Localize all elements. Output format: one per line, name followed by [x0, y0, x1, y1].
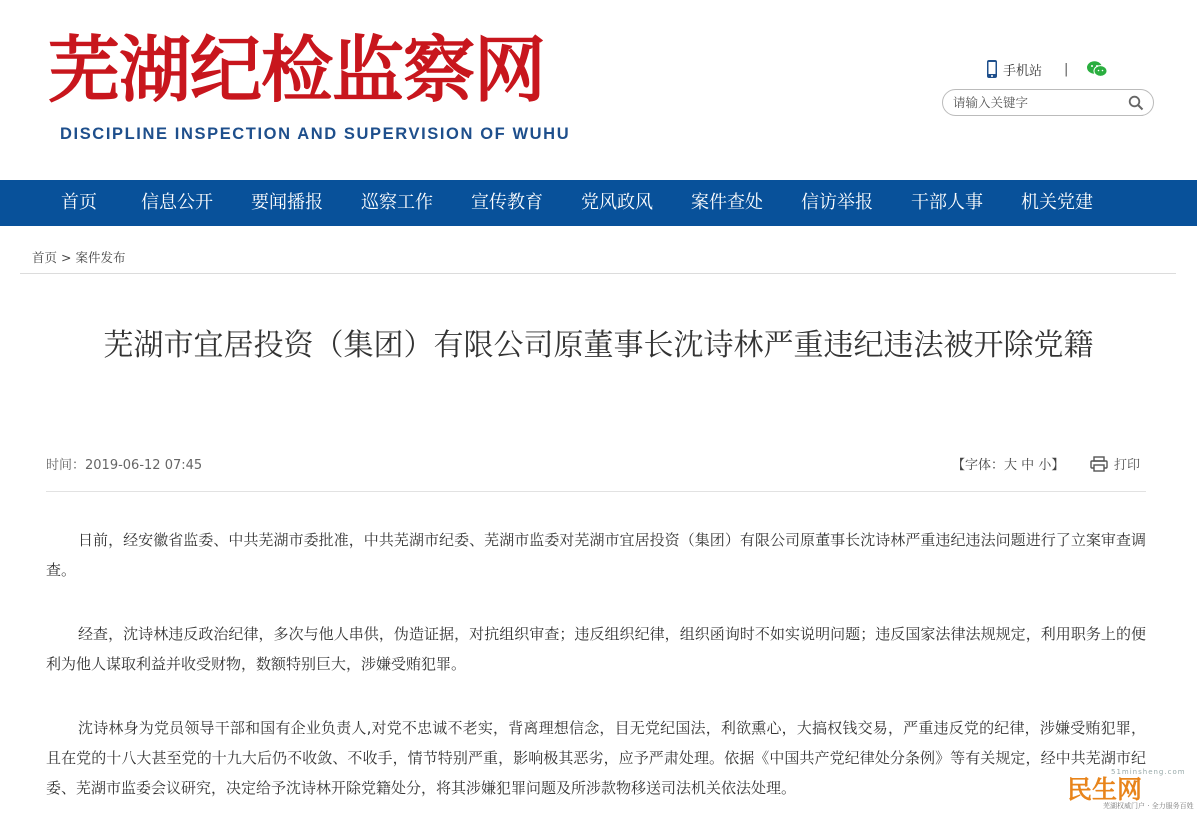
publish-time: [46, 454, 202, 473]
nav-item-publicity[interactable]: 宣传教育: [471, 192, 543, 213]
nav-item-cases[interactable]: 案件查处: [691, 192, 763, 213]
nav-item-inspection[interactable]: 巡察工作: [361, 192, 433, 213]
font-size-suffix: 】: [1051, 458, 1065, 473]
publish-time-value: 2019-06-12 07:45: [85, 458, 203, 473]
article-paragraph: 经查，沈诗林违反政治纪律，多次与他人串供，伪造证据，对抗组织审查；违反组织纪律，组织函询时不如实说明问题；违反国家法律法规规定，利用职务上的便利为他人谋取利益并收受财物，数额特别巨大，涉嫌受贿犯罪。: [46, 625, 1146, 673]
nav-item-conduct[interactable]: 党风政风: [581, 192, 653, 213]
breadcrumb-current-link[interactable]: 案件发布: [75, 250, 126, 265]
main-nav: [0, 180, 1197, 226]
mobile-phone-icon[interactable]: [984, 59, 1000, 79]
watermark-url: 51minsheng.com: [1111, 768, 1186, 776]
top-links: [984, 58, 1108, 80]
nav-item-info-disclosure[interactable]: 信息公开: [141, 192, 213, 213]
search-icon[interactable]: [1128, 95, 1144, 111]
breadcrumb: [32, 248, 125, 266]
article-title: 芜湖市宜居投资（集团）有限公司原董事长沈诗林严重违纪违法被开除党籍: [103, 328, 1094, 363]
minsheng-watermark: [1067, 768, 1197, 812]
site-logo[interactable]: 芜湖纪检监察网: [48, 27, 546, 112]
nav-item-petition[interactable]: 信访举报: [801, 192, 873, 213]
watermark-subtitle: 芜湖权威门户 · 全力服务百姓: [1103, 802, 1194, 810]
printer-icon: [1090, 456, 1108, 472]
nav-item-home[interactable]: 首页: [61, 192, 97, 213]
breadcrumb-divider: [20, 273, 1176, 274]
nav-item-personnel[interactable]: 干部人事: [911, 192, 983, 213]
nav-item-party-building[interactable]: 机关党建: [1021, 192, 1093, 213]
font-size-prefix: 【字体：: [952, 458, 1005, 473]
watermark-logo: 民生网: [1067, 775, 1143, 804]
font-size-small-button[interactable]: 小: [1038, 458, 1052, 473]
wechat-icon[interactable]: [1086, 60, 1108, 78]
top-links-separator: |: [1064, 61, 1069, 77]
font-size-medium-button[interactable]: 中: [1021, 458, 1035, 473]
site-logo-english: DISCIPLINE INSPECTION AND SUPERVISION OF WUHU: [60, 125, 571, 143]
article-body: [46, 525, 1146, 837]
meta-divider: [46, 491, 1146, 492]
breadcrumb-separator: >: [61, 250, 72, 265]
publish-time-label: 时间：: [46, 458, 86, 473]
article-paragraph: 沈诗林身为党员领导干部和国有企业负责人,对党不忠诚不老实，背离理想信念，目无党纪国法，利欲熏心，大搞权钱交易，严重违反党的纪律，涉嫌受贿犯罪，且在党的十八大甚至党的十九大后仍不收敛、不收手，情节特别严重，影响极其恶劣，应予严肃处理。依据《中国共产党纪律处分条例》等有关规定，经中共芜湖市纪委、芜湖市监委会议研究，决定给予沈诗林开除党籍处分，将其涉嫌犯罪问题及所涉款物移送司法机关依法处理。: [46, 719, 1146, 797]
font-size-large-button[interactable]: 大: [1004, 458, 1018, 473]
search-box: [942, 89, 1154, 116]
nav-item-news[interactable]: 要闻播报: [251, 192, 323, 213]
breadcrumb-home-link[interactable]: 首页: [32, 250, 58, 265]
mobile-site-link[interactable]: 手机站: [1003, 63, 1043, 79]
print-button[interactable]: [1090, 454, 1140, 473]
article-paragraph: 日前，经安徽省监委、中共芜湖市委批准，中共芜湖市纪委、芜湖市监委对芜湖市宜居投资（集团）有限公司原董事长沈诗林严重违纪违法问题进行了立案审查调查。: [46, 531, 1146, 579]
print-label: 打印: [1114, 458, 1141, 473]
search-input[interactable]: [953, 93, 1123, 112]
site-header: [0, 0, 1197, 180]
font-size-control: [952, 454, 1064, 473]
